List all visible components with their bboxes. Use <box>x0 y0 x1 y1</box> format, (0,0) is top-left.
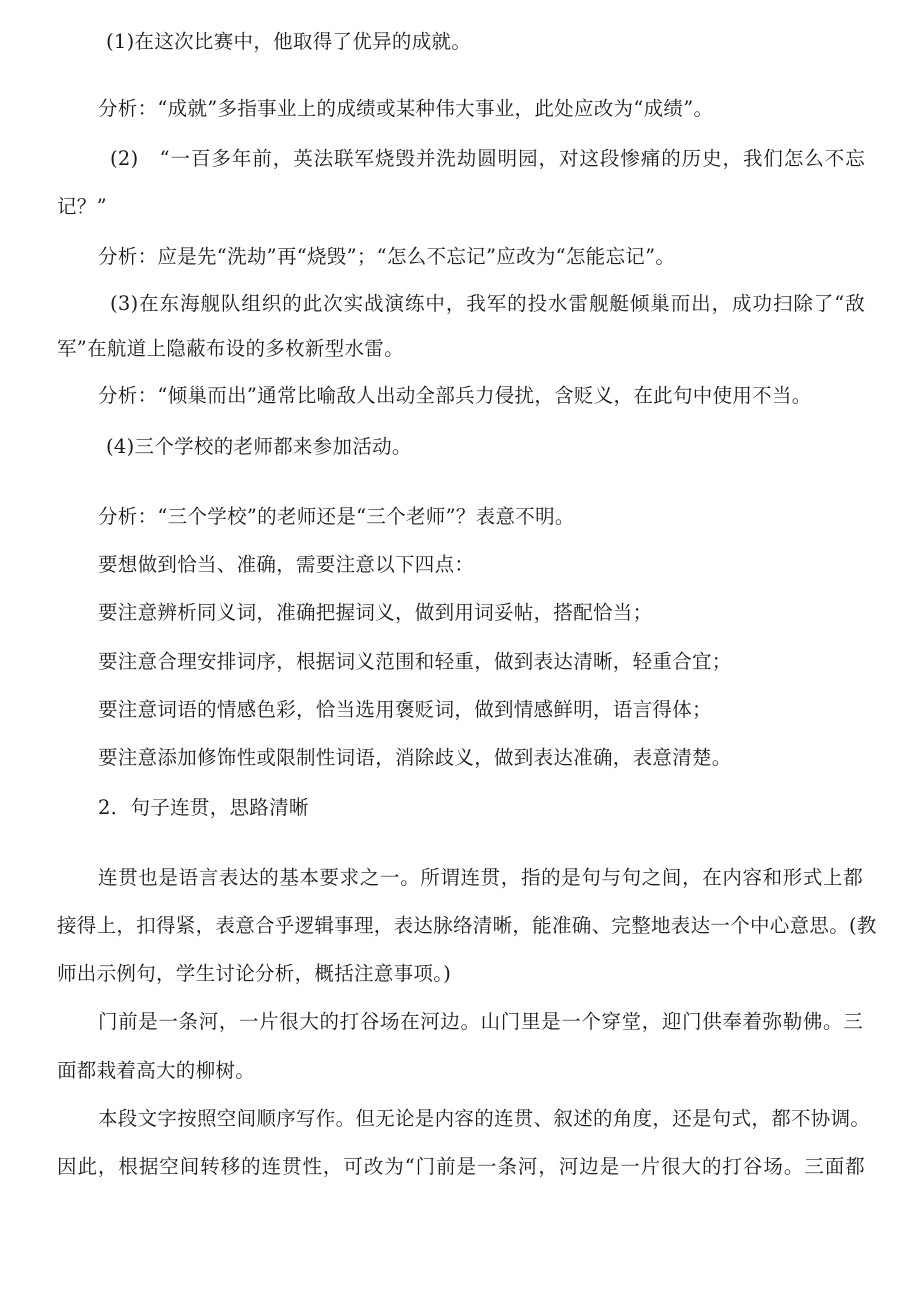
explanation-line-1: 本段文字按照空间顺序写作。但无论是内容的连贯、叙述的角度，还是句式，都不协调。 <box>98 1107 871 1130</box>
point-1: 要注意辨析同义词，准确把握词义，做到用词妥帖，搭配恰当； <box>98 601 653 624</box>
point-4: 要注意添加修饰性或限制性词语，消除歧义，做到表达准确，表意清楚。 <box>98 746 732 769</box>
analysis-1: 分析：“成就”多指事业上的成绩或某种伟大事业，此处应改为“成绩”。 <box>98 97 714 120</box>
example-sentence-3: (3)在东海舰队组织的此次实战演练中，我军的投水雷舰艇倾巢而出，成功扫除了“敌 <box>110 292 865 315</box>
example-paragraph-line-2: 面都栽着高大的柳树。 <box>57 1059 256 1082</box>
points-intro: 要想做到恰当、准确，需要注意以下四点： <box>98 553 475 576</box>
example-sentence-1: (1)在这次比赛中，他取得了优异的成就。 <box>106 30 472 53</box>
example-sentence-4: (4)三个学校的老师都来参加活动。 <box>106 435 412 458</box>
example-sentence-2: (2) “一百多年前，英法联军烧毁并洗劫圆明园，对这段惨痛的历史，我们怎么不忘 <box>110 147 865 170</box>
example-sentence-3-cont: 军”在航道上隐蔽布设的多枚新型水雷。 <box>57 337 404 360</box>
coherence-para-line-3: 师出示例句，学生讨论分析，概括注意事项。) <box>57 962 452 985</box>
analysis-3: 分析：“倾巢而出”通常比喻敌人出动全部兵力侵扰，含贬义，在此句中使用不当。 <box>98 384 812 407</box>
example-paragraph-line-1: 门前是一条河，一片很大的打谷场在河边。山门里是一个穿堂，迎门供奉着弥勒佛。三 <box>98 1010 863 1033</box>
analysis-4: 分析：“三个学校”的老师还是“三个老师”？表意不明。 <box>98 505 575 528</box>
section-heading-2: 2．句子连贯，思路清晰 <box>98 796 309 819</box>
analysis-2: 分析：应是先“洗劫”再“烧毁”；“怎么不忘记”应改为“怎能忘记”。 <box>98 245 676 268</box>
coherence-para-line-1: 连贯也是语言表达的基本要求之一。所谓连贯，指的是句与句之间，在内容和形式上都 <box>98 866 863 889</box>
coherence-para-line-2: 接得上，扣得紧，表意合乎逻辑事理，表达脉络清晰，能准确、完整地表达一个中心意思。(教 <box>57 914 877 937</box>
example-sentence-2-cont: 记？” <box>57 195 107 218</box>
explanation-line-2: 因此，根据空间转移的连贯性，可改为“门前是一条河，河边是一片很大的打谷场。三面都 <box>57 1155 865 1178</box>
point-3: 要注意词语的情感色彩，恰当选用褒贬词，做到情感鲜明，语言得体； <box>98 698 712 721</box>
point-2: 要注意合理安排词序，根据词义范围和轻重，做到表达清晰，轻重合宜； <box>98 650 732 673</box>
